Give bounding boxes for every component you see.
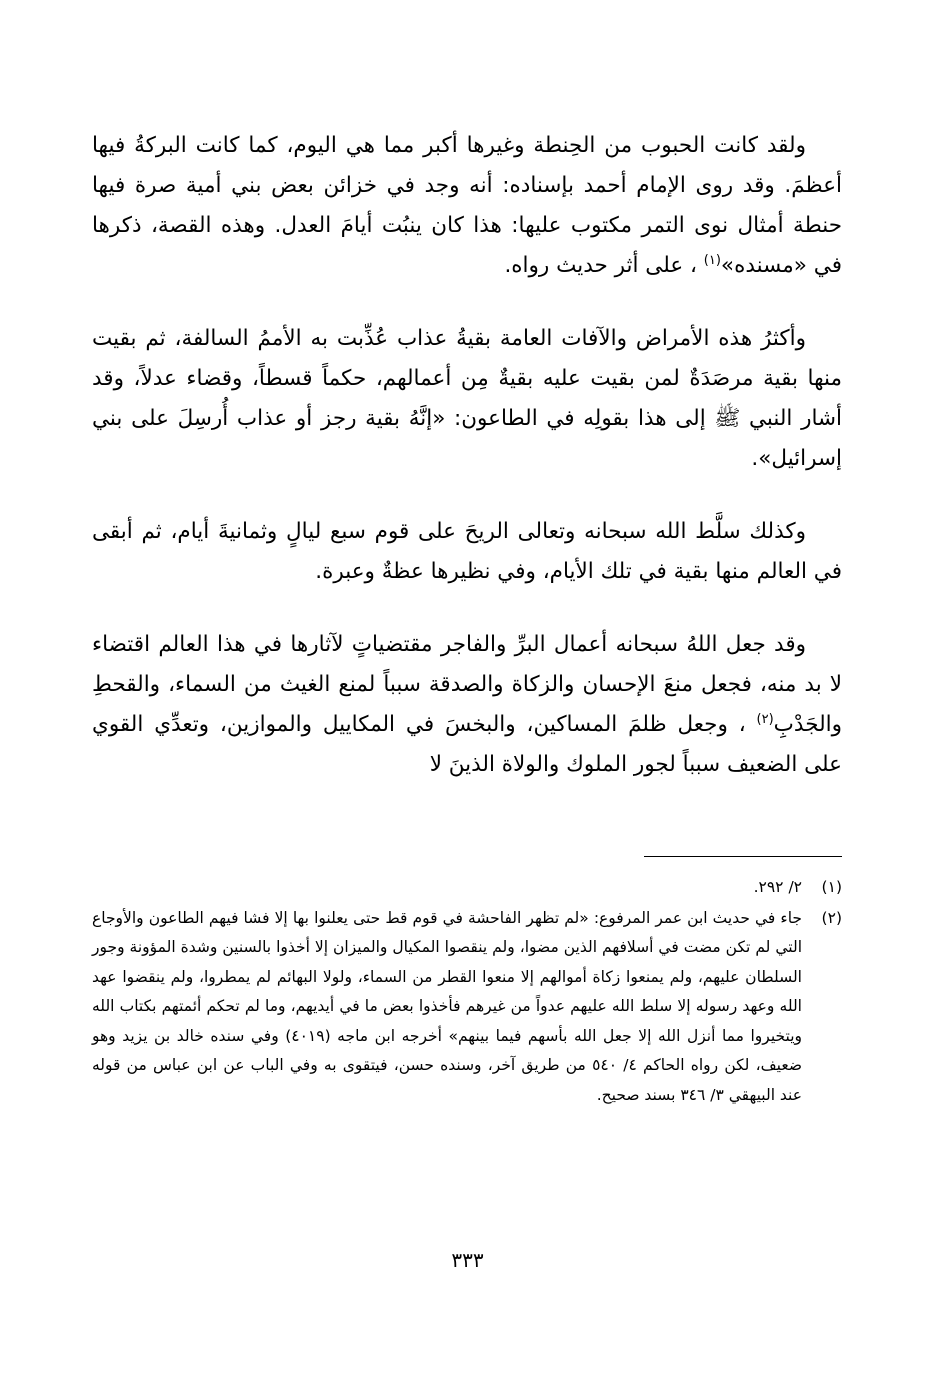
paragraph-2: وأكثرُ هذه الأمراض والآفات العامة بقيةُ عذاب عُذِّبت به الأممُ السالفة، ثم بقيت منها بقية مرصَدَةٌ لمن بقيت عليه بقيةٌ مِن أعمالهم، حكماً قسطاً، وقضاء عدلاً، وقد أشار النبي ﷺ إلى هذا بقولِه في الطاعون: «إنَّهُ بقية رجز أو عذاب أُرسِلَ على بني إسرائيل». (92, 326, 842, 471)
paragraph-1 (92, 126, 842, 286)
footnotes (92, 873, 842, 1111)
footnote-text: جاء في حديث ابن عمر المرفوع: «لم تظهر الفاحشة في قوم قط حتى يعلنوا بها إلا فشا فيهم الطاعون والأوجاع التي لم تكن مضت في أسلافهم الذين مضوا، ولم ينقصوا المكيال والميزان إلا أخذوا بالسنين وشدة المؤونة وجور السلطان عليهم، ولم يمنعوا زكاة أموالهم إلا منعوا القطر من السماء، ولولا البهائم لم يمطروا، ولم ينقضوا عهد الله وعهد رسوله إلا سلط الله عليهم عدواً من غيرهم فأخذوا بعض ما في أيديهم، وما لم تحكم أئمتهم بكتاب الله ويتخيروا مما أنزل الله إلا جعل الله بأسهم فيما بينهم» أخرجه ابن ماجه (٤٠١٩) وفي سنده خالد بن يزيد وهو ضعيف، لكن رواه الحاكم ٤/ ٥٤٠ من طريق آخر، وسنده حسن، فيتقوى به وفي الباب عن ابن عباس من قوله عند البيهقي ٣/ ٣٤٦ بسند صحيح. (92, 908, 802, 1104)
paragraph-4-text-after: ، وجعل ظلمَ المساكين، والبخسَ في المكاييل والموازين، وتعدِّي القوي على الضعيف سبباً لجور الملوك والولاة الذينَ لا (92, 712, 842, 777)
footnote-2 (92, 904, 842, 1111)
footnote-ref-1: (١) (703, 252, 721, 268)
paragraph-3: وكذلك سلَّط الله سبحانه وتعالى الريحَ على قوم سبع ليالٍ وثمانيةَ أيام، ثم أبقى في العالم منها بقية في تلك الأيام، وفي نظيرها عظةٌ وعبرة. (92, 519, 842, 584)
footnote-number: (٢) (821, 908, 842, 927)
main-text (92, 126, 842, 785)
paragraph-4 (92, 625, 842, 785)
footnote-ref-2: (٢) (756, 711, 774, 727)
paragraph-4-text: وقد جعل اللهُ سبحانه أعمال البرِّ والفاجر مقتضياتٍ لآثارها في هذا العالم اقتضاء لا بد منه، فجعل منعَ الإحسان والزكاة والصدقة سبباً لمنع الغيث من السماء، والقحطِ والجَدْبِ (92, 632, 842, 737)
footnote-text: ٢/ ٢٩٢. (753, 878, 802, 896)
footnote-1 (92, 873, 842, 903)
paragraph-1-text: ولقد كانت الحبوب من الحِنطة وغيرها أكبر مما هي اليوم، كما كانت البركةُ فيها أعظمَ. وقد روى الإمام أحمد بإسناده: أنه وجد في خزائن بعض بني أمية صرة فيها حنطة أمثال نوى التمر مكتوب عليها: هذا كان ينبُت أيامَ العدل. وهذه القصة، ذكرها في «مسنده» (92, 133, 842, 278)
paragraph-1-text-after: ، على أثر حديث رواه. (504, 253, 697, 278)
footnote-number: (١) (821, 878, 842, 896)
page-number: ٣٣٣ (451, 1248, 484, 1272)
footnote-separator (644, 856, 842, 857)
